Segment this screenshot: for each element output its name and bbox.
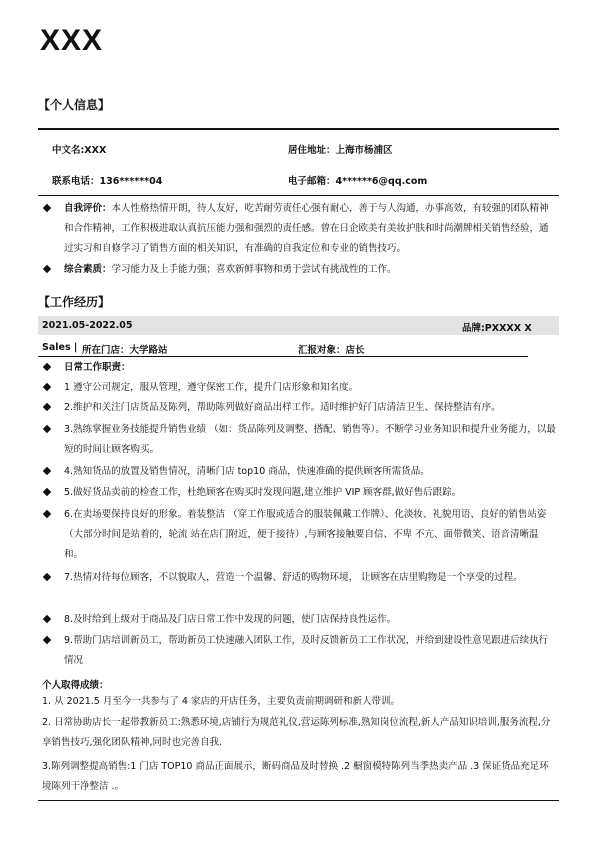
summary-item: [44, 260, 556, 280]
achievement-item: 2. 日常协助店长一起带教新员工:熟悉环境,店铺行为规范礼仪,营运陈列标准,熟知岗位流程,新人产品知识培训,服务流程,分享销售技巧,强化团队精神,同时也完善自我.: [42, 717, 551, 748]
duties-title: 日常工作职责：: [64, 362, 131, 373]
duty-text: 7.热情对待每位顾客，不以貌取人，营造一个温馨、舒适的购物环境， 让顾客在店里购物是一个享受的过程。: [64, 572, 523, 583]
diamond-bullet-icon: [43, 573, 51, 581]
duty-item: [44, 483, 556, 503]
duty-text: 2.维护和关注门店货品及陈列，帮助陈列做好商品出样工作。适时维护好门店清洁卫生、保持整洁有序。: [64, 402, 501, 413]
diamond-bullet-icon: [43, 383, 51, 391]
duty-text: 6.在卖场要保持良好的形象。着装整洁 （穿工作服或适合的服装佩戴工作牌）、化淡妆、礼貌用语、良好的销售站姿（大部分时间是站着的，轮流 站在店门附近，便于接待）,与顾客接触要自信、不卑 不亢、面带微笑、语音清晰温和。: [64, 509, 547, 560]
candidate-name: XXX: [40, 24, 104, 57]
summary-text: 学习能力及上手能力强；喜欢新鲜事物和勇于尝试有挑战性的工作。: [111, 264, 397, 275]
duty-text: 1 遵守公司规定，服从管理，遵守保密工作，提升门店形象和知名度。: [64, 382, 359, 393]
job-period: 2021.05-2022.05: [42, 320, 133, 331]
summary-text: 本人性格热情开朗，待人友好，吃苦耐劳责任心强有耐心，善于与人沟通，办事高效，有较强的团队精神和合作精神，工作积极进取认真抗压能力强和强烈的责任感。曾在日企欧美有美妆护肤和时尚潮牌相关销售经验，通过实习和自修学习了销售方面的相关知识，有准确的自我定位和专业的销售技巧。: [64, 203, 549, 254]
diamond-bullet-icon: [43, 204, 51, 212]
diamond-bullet-icon: [43, 265, 51, 273]
duty-text: 4.熟知货品的放置及销售情况，清晰门店 top10 商品，快速准确的提供顾客所需货品。: [64, 466, 430, 477]
section-title-personal: 【个人信息】: [38, 98, 111, 112]
duty-item: [44, 462, 556, 482]
job-brand: 品牌:PXXXX X: [462, 323, 532, 334]
duty-item: [44, 631, 556, 671]
job-store: 所在门店：大学路站: [82, 345, 168, 356]
achievement-item: 3.陈列调整提高销售:1 门店 TOP10 商品正面展示，断码商品及时替换 .2 橱窗模特陈列当季热卖产品 .3 保证货品充足环境陈列干净整洁 .。: [42, 761, 549, 792]
duties-title-row: [44, 358, 556, 378]
duty-item: [44, 398, 556, 418]
duty-text: 3.熟练掌握业务技能提升销售业绩 （如：货品陈列及调整、搭配、销售等）。不断学习业务知识和提升业务能力，以最短的时间让顾客购买。: [64, 424, 556, 455]
duty-text: 9.帮助门店培训新员工，帮助新员工快速融入团队工作，及时反馈新员工工作状况，并给到建设性意见跟进后续执行情况: [64, 635, 549, 666]
diamond-bullet-icon: [43, 403, 51, 411]
section-title-work: 【工作经历】: [38, 295, 111, 309]
diamond-bullet-icon: [43, 636, 51, 644]
diamond-bullet-icon: [43, 425, 51, 433]
diamond-bullet-icon: [43, 488, 51, 496]
divider: [38, 128, 559, 130]
duty-item: [44, 610, 556, 630]
summary-item: [44, 199, 556, 259]
duty-item: [44, 378, 556, 398]
diamond-bullet-icon: [43, 615, 51, 623]
diamond-bullet-icon: [43, 467, 51, 475]
duty-text: 5.做好货品卖前的检查工作，杜绝顾客在购买时发现问题,建立维护 VIP 顾客群,做好售后跟踪。: [64, 487, 462, 498]
summary-label: 自我评价：: [64, 203, 112, 214]
phone: 联系电话：136******04: [52, 176, 163, 187]
divider: [38, 195, 559, 196]
achievements-title: 个人取得成绩：: [42, 680, 109, 691]
diamond-bullet-icon: [43, 363, 51, 371]
duty-item: [44, 505, 556, 565]
duty-text: 8.及时给到上级对于商品及门店日常工作中发现的问题，使门店保持良性运作。: [64, 614, 397, 625]
achievement-item: 1. 从 2021.5 月至今一共参与了 4 家店的开店任务，主要负责前期调研和新人带训。: [42, 696, 400, 707]
chinese-name: 中文名:XXX: [52, 145, 107, 156]
divider: [38, 356, 528, 357]
job-role-text: Sales: [42, 342, 71, 353]
address: 居住地址：上海市杨浦区: [288, 145, 393, 156]
divider: [38, 800, 559, 801]
job-report: 汇报对象：店长: [298, 345, 365, 356]
duty-item: [44, 568, 556, 588]
diamond-bullet-icon: [43, 510, 51, 518]
summary-label: 综合素质：: [64, 264, 112, 275]
duty-item: [44, 420, 556, 460]
email: 电子邮箱：4******6@qq.com: [288, 176, 428, 187]
job-role: Sales |: [42, 342, 78, 353]
